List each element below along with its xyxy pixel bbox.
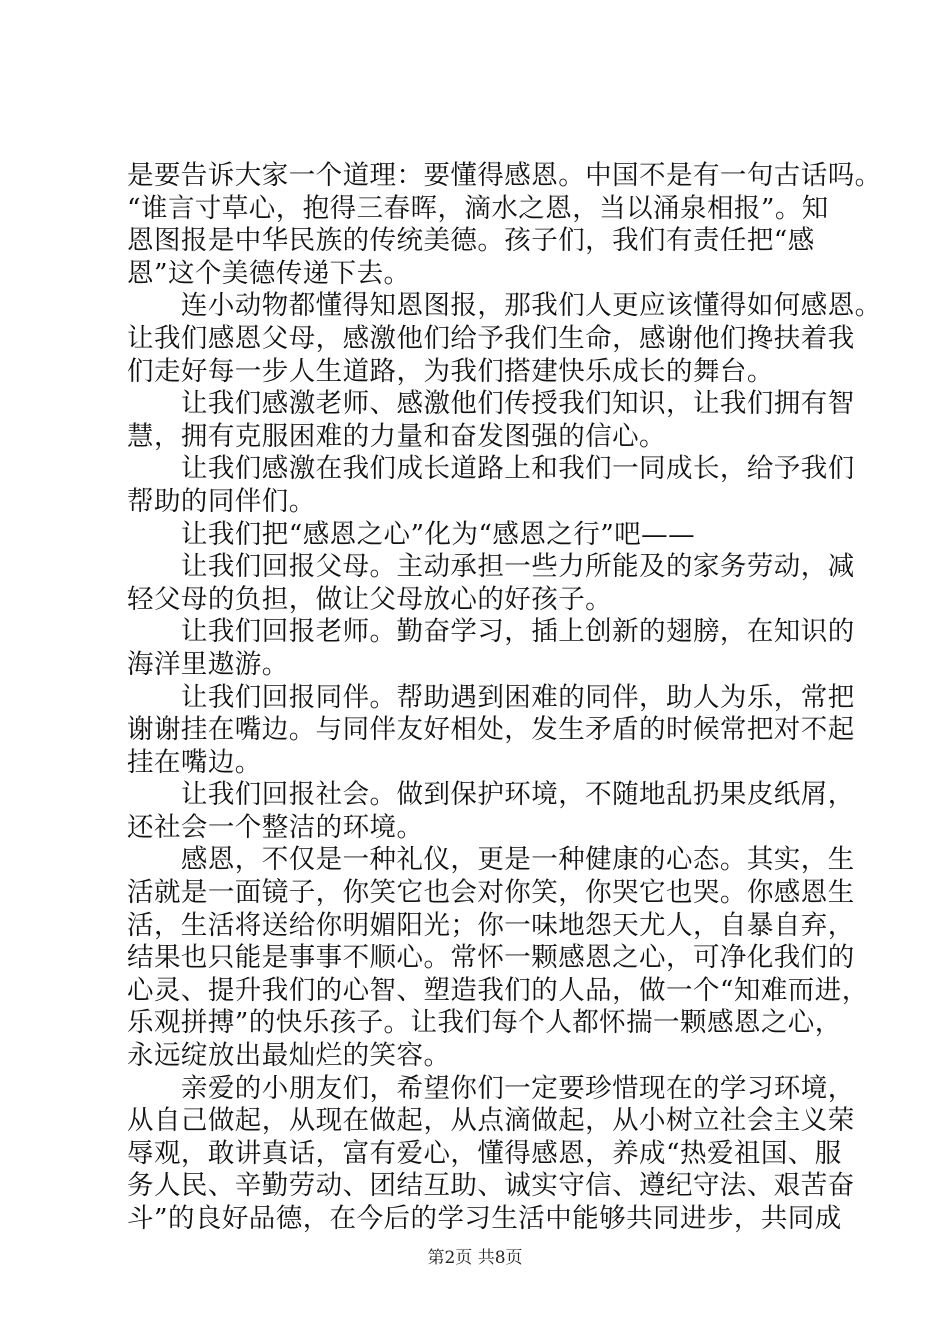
text-line: 们走好每一步人生道路，为我们搭建快乐成长的舞台。	[127, 355, 774, 387]
text-line: 让我们回报父母。主动承担一些力所能及的家务劳动，减	[127, 551, 855, 583]
text-line: 乐观拼搏”的快乐孩子。让我们每个人都怀揣一颗感恩之心，	[127, 1007, 842, 1039]
text-line: 让我们回报社会。做到保护环境，不随地乱扔果皮纸屑，	[127, 779, 855, 811]
text-line: 让我们感激在我们成长道路上和我们一同成长，给予我们	[127, 453, 855, 485]
text-line: 结果也只能是事事不顺心。常怀一颗感恩之心，可净化我们的	[127, 942, 855, 974]
text-line: 帮助的同伴们。	[127, 485, 316, 517]
text-line: 务人民、辛勤劳动、团结互助、诚实守信、遵纪守法、艰苦奋	[127, 1170, 855, 1202]
text-line: 让我们回报老师。勤奋学习，插上创新的翅膀，在知识的	[127, 616, 855, 648]
text-line: 让我们感激老师、感激他们传授我们知识，让我们拥有智	[127, 388, 855, 420]
text-line: 斗”的良好品德，在今后的学习生活中能够共同进步，共同成	[127, 1203, 842, 1234]
text-line: 慧，拥有克服困难的力量和奋发图强的信心。	[127, 420, 666, 452]
page-number-footer: 第2页 共8页	[427, 1248, 523, 1268]
text-line: 心灵、提升我们的心智、塑造我们的人品，做一个“知难而进，	[127, 974, 869, 1006]
text-line: 连小动物都懂得知恩图报，那我们人更应该懂得如何感恩。	[127, 290, 882, 322]
text-line: 亲爱的小朋友们，希望你们一定要珍惜现在的学习环境，	[127, 1072, 855, 1104]
text-line: 辱观，敢讲真话，富有爱心，懂得感恩，养成“热爱祖国、服	[127, 1137, 842, 1169]
text-line: 永远绽放出最灿烂的笑容。	[127, 1040, 451, 1072]
text-line: 让我们回报同伴。帮助遇到困难的同伴，助人为乐，常把	[127, 681, 855, 713]
text-line: “谁言寸草心，抱得三春晖，滴水之恩，当以涌泉相报”。知	[127, 192, 829, 224]
text-line: 恩”这个美德传递下去。	[127, 257, 411, 289]
body-text	[127, 160, 882, 1236]
text-line: 海洋里遨游。	[127, 648, 289, 680]
text-line: 挂在嘴边。	[127, 746, 262, 778]
text-line: 谢谢挂在嘴边。与同伴友好相处，发生矛盾的时候常把对不起	[127, 714, 855, 746]
text-line: 感恩，不仅是一种礼仪，更是一种健康的心态。其实，生	[127, 844, 855, 876]
text-line: 活，生活将送给你明媚阳光；你一味地怨天尤人，自暴自弃，	[127, 909, 855, 941]
text-line: 从自己做起，从现在做起，从点滴做起，从小树立社会主义荣	[127, 1105, 855, 1137]
text-line: 活就是一面镜子，你笑它也会对你笑，你哭它也哭。你感恩生	[127, 877, 855, 909]
text-line: 恩图报是中华民族的传统美德。孩子们，我们有责任把“感	[127, 225, 815, 257]
text-line: 还社会一个整洁的环境。	[127, 811, 424, 843]
text-line: 让我们把“感恩之心”化为“感恩之行”吧——	[127, 518, 696, 550]
text-line: 是要告诉大家一个道理：要懂得感恩。中国不是有一句古话吗。	[127, 160, 882, 191]
text-line: 让我们感恩父母，感激他们给予我们生命，感谢他们搀扶着我	[127, 322, 855, 354]
text-line: 轻父母的负担，做让父母放心的好孩子。	[127, 583, 613, 615]
